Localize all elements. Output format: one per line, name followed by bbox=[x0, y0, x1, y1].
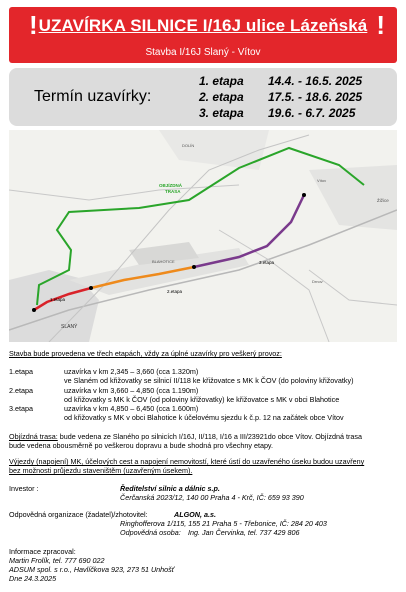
map-label-dolin: DOLÍN bbox=[182, 143, 195, 148]
map-label-etapa-3: 3.etapa bbox=[259, 260, 275, 265]
map-label-blahotice: BLAHOTICE bbox=[152, 259, 175, 264]
route-map bbox=[9, 130, 397, 342]
prepared-label: Informace zpracoval: bbox=[9, 547, 76, 556]
org-person-label: Odpovědná osoba: bbox=[120, 528, 181, 537]
stage-2-name: 2. etapa bbox=[199, 90, 244, 104]
closure-banner bbox=[9, 7, 397, 63]
investor-address: Čerčanská 2023/12, 140 00 Praha 4 - Krč, IČ: 659 93 390 bbox=[120, 493, 304, 502]
map-label-detour: OBJÍZDNÁ bbox=[159, 183, 183, 188]
prepared-line2: ADSUM spol. s r.o., Havlíčkova 923, 273 51 Unhošť bbox=[9, 565, 175, 574]
access-line2: bez možnosti průjezdu staveništěm (uzavřeným úsekem). bbox=[9, 466, 193, 475]
stage-3-name: 3. etapa bbox=[199, 106, 244, 120]
construction-subtitle: Stavba I/16J Slaný - Vítov bbox=[145, 47, 261, 58]
detour-line1: bude vedena ze Slaného po silnicích I/16J, II/118, I/16 a III/23921do obce Vítov. Objízdná trasa bbox=[59, 432, 362, 441]
stage-2-dates: 17.5. - 18.6. 2025 bbox=[268, 90, 363, 104]
stage-2-line2: od křižovatky s MK k ČOV (od poloviny křižovatky) ke křižovatce s MK v obci Blahotice bbox=[64, 395, 340, 404]
map-label-slany: SLANÝ bbox=[61, 324, 78, 330]
investor-name: Ředitelství silnic a dálnic s.p. bbox=[120, 484, 220, 493]
stage-1-name: 1. etapa bbox=[199, 74, 244, 88]
detour-text bbox=[9, 432, 362, 441]
stage-1-line2: ve Slaném od křižovatky se silnicí II/118 ke křižovatce s MK k ČOV (do poloviny křižovatky) bbox=[64, 376, 354, 385]
stage-1-line1: uzavírka v km 2,345 – 3,660 (cca 1.320m) bbox=[64, 367, 199, 376]
stage-2-label: 2.etapa bbox=[9, 386, 33, 395]
org-label: Odpovědná organizace (žadatel)/zhotovitel: bbox=[9, 510, 148, 519]
warning-exclamation-left: ! bbox=[29, 10, 38, 40]
map-label-detour-2: TRASA bbox=[165, 189, 181, 194]
stage-3-label: 3.etapa bbox=[9, 404, 33, 413]
prepared-line3: Dne 24.3.2025 bbox=[9, 574, 57, 583]
map-label-drnov: Drnov bbox=[312, 279, 323, 284]
closure-dates-label: Termín uzavírky: bbox=[34, 88, 152, 105]
stage-1-label: 1.etapa bbox=[9, 367, 33, 376]
map-label-vitov: Vítov bbox=[317, 178, 327, 183]
stage-2-line1: uzavírka v km 3,660 – 4,850 (cca 1.190m) bbox=[64, 386, 199, 395]
closure-dates-box bbox=[9, 68, 397, 126]
stage-1-dates: 14.4. - 16.5. 2025 bbox=[268, 74, 363, 88]
route-map-svg bbox=[9, 130, 397, 342]
stage-3-line1: uzavírka v km 4,850 – 6,450 (cca 1.600m) bbox=[64, 404, 199, 413]
org-person: Ing. Jan Červinka, tel. 737 429 806 bbox=[188, 528, 300, 537]
org-address: Ringhofferova 1/115, 155 21 Praha 5 - Třebonice, IČ: 284 20 403 bbox=[120, 519, 327, 528]
closure-title: UZAVÍRKA SILNICE I/16J ulice Lázeňská bbox=[38, 16, 368, 35]
investor-label: Investor : bbox=[9, 484, 39, 493]
prepared-line1: Martin Frolík, tel. 777 690 022 bbox=[9, 556, 105, 565]
stage-3-dates: 19.6. - 6.7. 2025 bbox=[268, 106, 356, 120]
intro-text: Stavba bude provedena ve třech etapách, vždy za úplné uzavírky pro veškerý provoz: bbox=[9, 349, 282, 358]
warning-exclamation-right: ! bbox=[376, 10, 385, 40]
map-label-zlicin: Žižice bbox=[377, 198, 389, 203]
map-label-etapa-2: 2.etapa bbox=[167, 289, 183, 294]
detour-line2: bude vedena obousměrně po veškerou dopravu a bude shodná pro všechny etapy. bbox=[9, 441, 273, 450]
org-name: ALGON, a.s. bbox=[174, 510, 216, 519]
detour-label: Objízdná trasa: bbox=[9, 432, 58, 441]
access-line1: Výjezdy (napojení) MK, účelových cest a napojení nemovitostí, které ústí do uzavřeného úseku budou uzavřeny bbox=[9, 457, 365, 466]
stage-3-line2: od křižovatky s MK v obci Blahotice k účelovému sjezdu k č.p. 12 na začátek obce Vítov bbox=[64, 413, 344, 422]
map-label-etapa-1: 1.etapa bbox=[50, 297, 66, 302]
